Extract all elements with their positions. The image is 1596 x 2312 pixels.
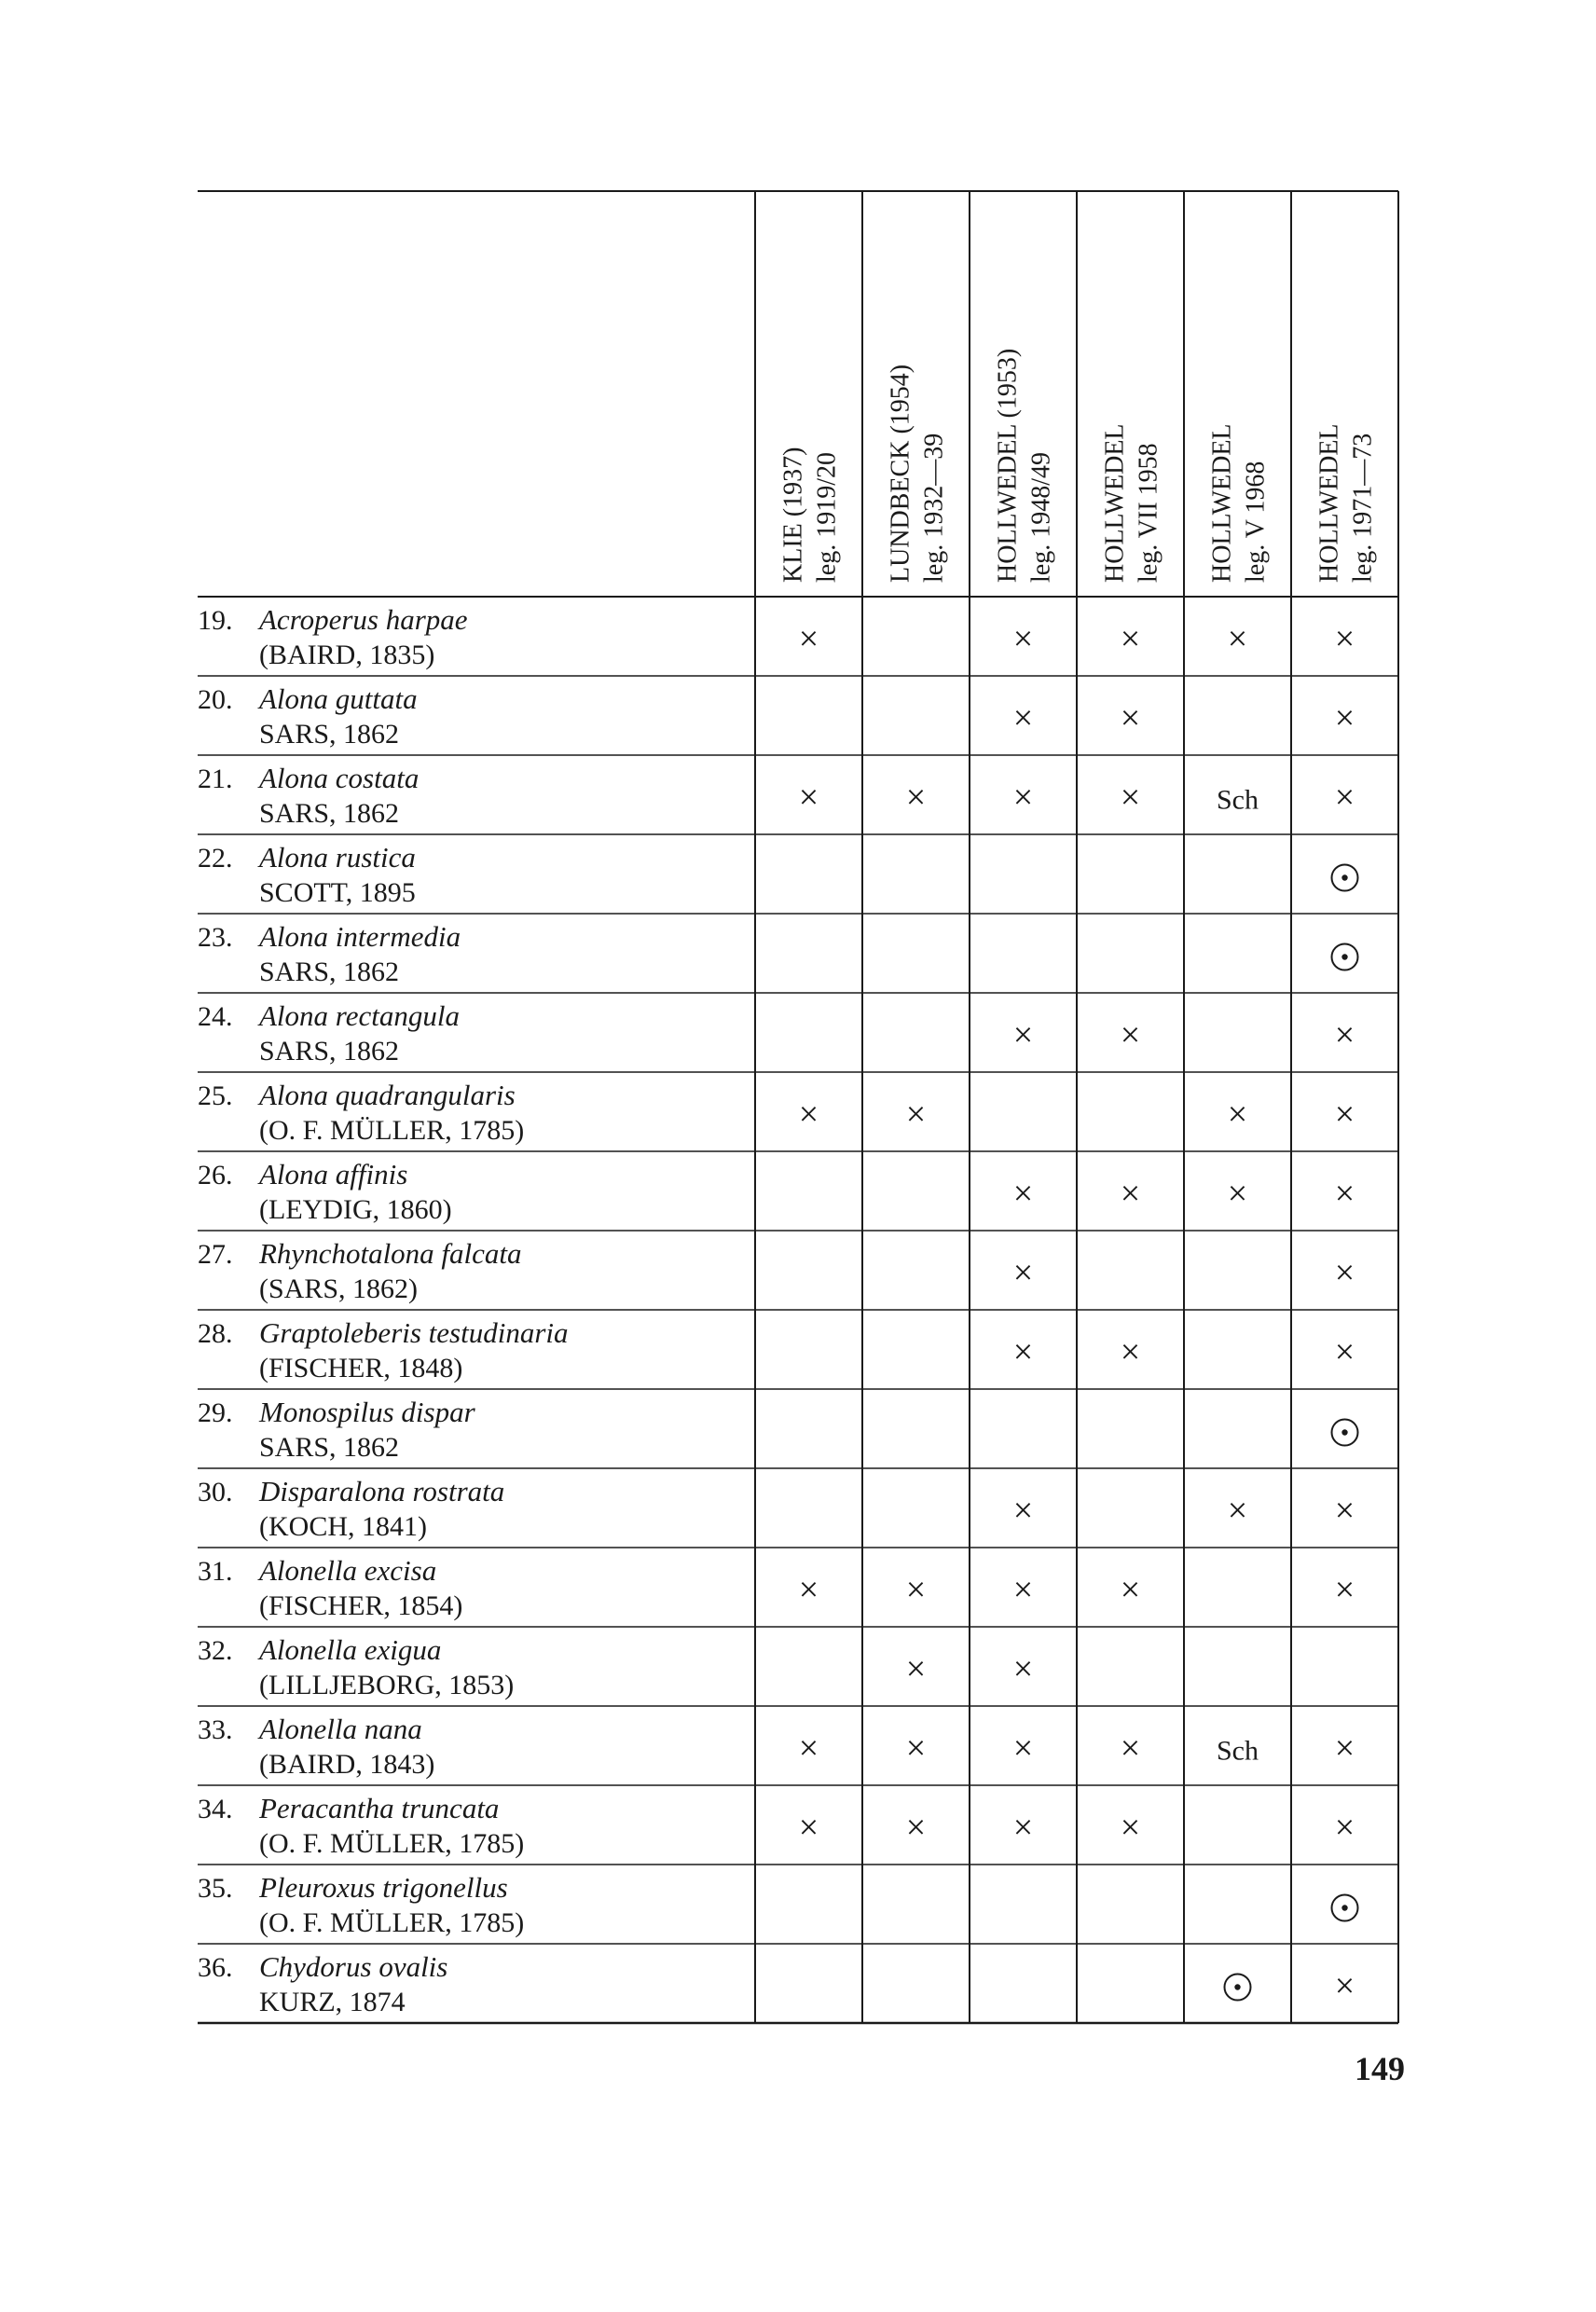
cross-mark: × <box>1334 1808 1355 1848</box>
cross-mark: × <box>1012 1174 1034 1214</box>
table-row <box>198 1633 1033 1700</box>
circle-mark-dot <box>1341 874 1347 880</box>
species-author: (SARS, 1862) <box>259 1273 419 1304</box>
cross-mark: × <box>1334 698 1355 738</box>
species-name: Disparalona rostrata <box>259 1475 505 1507</box>
sch-mark: Sch <box>1217 784 1259 816</box>
circle-mark-dot <box>1341 954 1347 959</box>
species-name: Acroperus harpae <box>259 603 468 636</box>
cross-mark: × <box>1227 1174 1248 1214</box>
column-header-years: leg. V 1968 <box>1241 461 1271 583</box>
column-header-years: leg. 1971—73 <box>1348 433 1378 583</box>
cross-mark: × <box>1012 619 1034 659</box>
cross-mark: × <box>1334 619 1355 659</box>
species-author: (O. F. MÜLLER, 1785) <box>259 1115 525 1146</box>
species-number: 32. <box>198 1635 233 1666</box>
circle-dot-mark <box>1332 865 1358 891</box>
species-name: Alona affinis <box>259 1158 408 1190</box>
cross-mark: × <box>905 1808 927 1848</box>
species-author: SARS, 1862 <box>259 956 400 987</box>
species-number: 19. <box>198 605 233 636</box>
species-name: Alona rectangula <box>259 999 460 1032</box>
species-name: Alona costata <box>259 762 420 794</box>
column-header-years: leg. 1919/20 <box>812 452 842 583</box>
species-number: 25. <box>198 1080 233 1111</box>
cross-mark: × <box>905 778 927 818</box>
species-number: 33. <box>198 1714 233 1745</box>
table-row <box>198 1316 1355 1383</box>
column-header-title: KLIE (1937) <box>778 447 808 583</box>
table-row <box>198 1158 1355 1225</box>
species-author: SCOTT, 1895 <box>259 877 416 908</box>
species-number: 24. <box>198 1001 233 1032</box>
column-header-title: LUNDBECK (1954) <box>886 364 915 583</box>
table-row <box>198 1950 1355 2017</box>
cross-mark: × <box>1120 778 1141 818</box>
column-header-years: leg. 1932—39 <box>919 433 949 583</box>
cross-mark: × <box>1012 778 1034 818</box>
cross-mark: × <box>1334 1094 1355 1135</box>
species-number: 27. <box>198 1239 233 1270</box>
cross-mark: × <box>905 1649 927 1689</box>
species-author: (FISCHER, 1854) <box>259 1590 463 1621</box>
circle-dot-mark <box>1332 1420 1358 1446</box>
circle-dot-mark <box>1332 944 1358 970</box>
species-author: SARS, 1862 <box>259 798 400 829</box>
cross-mark: × <box>1334 1728 1355 1768</box>
cross-mark: × <box>1120 1332 1141 1372</box>
cross-mark: × <box>1120 619 1141 659</box>
cross-mark: × <box>1227 1094 1248 1135</box>
species-name: Pleuroxus trigonellus <box>259 1871 508 1904</box>
species-author: KURZ, 1874 <box>259 1987 406 2017</box>
species-number: 29. <box>198 1397 233 1428</box>
species-author: (LILLJEBORG, 1853) <box>259 1670 515 1700</box>
cross-mark: × <box>1334 1966 1355 2006</box>
table-row <box>198 603 1355 670</box>
cross-mark: × <box>1012 1570 1034 1610</box>
species-name: Peracantha truncata <box>259 1792 500 1824</box>
cross-mark: × <box>1334 1253 1355 1293</box>
species-author: (LEYDIG, 1860) <box>259 1194 452 1225</box>
circle-mark-dot <box>1234 1984 1240 1989</box>
cross-mark: × <box>1012 1332 1034 1372</box>
species-name: Alonella nana <box>259 1713 422 1745</box>
cross-mark: × <box>1012 1649 1034 1689</box>
cross-mark: × <box>1012 1808 1034 1848</box>
circle-mark-dot <box>1341 1905 1347 1910</box>
species-number: 35. <box>198 1873 233 1904</box>
cross-mark: × <box>798 619 819 659</box>
species-author: SARS, 1862 <box>259 1432 400 1463</box>
species-number: 23. <box>198 922 233 953</box>
cross-mark: × <box>798 1570 819 1610</box>
circle-mark-dot <box>1341 1429 1347 1435</box>
species-number: 28. <box>198 1318 233 1349</box>
table-row <box>198 1237 1355 1304</box>
species-name: Rhynchotalona falcata <box>259 1237 522 1270</box>
cross-mark: × <box>1334 778 1355 818</box>
column-headers <box>779 349 1378 583</box>
column-header-title: HOLLWEDEL (1953) <box>993 348 1023 583</box>
species-name: Alonella exigua <box>259 1633 442 1666</box>
cross-mark: × <box>905 1728 927 1768</box>
cross-mark: × <box>1120 1728 1141 1768</box>
cross-mark: × <box>1012 1728 1034 1768</box>
species-number: 34. <box>198 1794 233 1824</box>
species-number: 20. <box>198 684 233 715</box>
species-number: 36. <box>198 1952 233 1983</box>
cross-mark: × <box>1012 698 1034 738</box>
cross-mark: × <box>1120 1808 1141 1848</box>
cross-mark: × <box>1012 1253 1034 1293</box>
table-row <box>198 999 1355 1067</box>
cross-mark: × <box>798 1094 819 1135</box>
species-name: Alona intermedia <box>259 920 461 953</box>
cross-mark: × <box>1334 1570 1355 1610</box>
cross-mark: × <box>798 778 819 818</box>
species-author: (KOCH, 1841) <box>259 1511 427 1542</box>
species-author: (O. F. MÜLLER, 1785) <box>259 1907 525 1938</box>
species-name: Alonella excisa <box>259 1554 437 1587</box>
cross-mark: × <box>1012 1491 1034 1531</box>
circle-dot-mark <box>1225 1975 1251 2001</box>
column-header-title: HOLLWEDEL <box>1314 423 1344 583</box>
species-name: Monospilus dispar <box>259 1396 475 1428</box>
column-header-years: leg. 1948/49 <box>1026 452 1056 583</box>
cross-mark: × <box>1120 1174 1141 1214</box>
table-row <box>198 1554 1355 1621</box>
species-author: (FISCHER, 1848) <box>259 1353 463 1383</box>
column-header-title: HOLLWEDEL <box>1207 423 1237 583</box>
table-row <box>198 1475 1355 1542</box>
cross-mark: × <box>1120 1015 1141 1055</box>
species-author: SARS, 1862 <box>259 719 400 750</box>
sch-mark: Sch <box>1217 1735 1259 1767</box>
cross-mark: × <box>1120 1570 1141 1610</box>
species-name: Alona quadrangularis <box>259 1079 516 1111</box>
column-header-title: HOLLWEDEL <box>1100 423 1130 583</box>
cross-mark: × <box>798 1808 819 1848</box>
table-row <box>198 682 1355 750</box>
cross-mark: × <box>798 1728 819 1768</box>
species-author: (BAIRD, 1843) <box>259 1749 435 1780</box>
table-row <box>198 762 1355 829</box>
species-name: Chydorus ovalis <box>259 1950 448 1983</box>
cross-mark: × <box>1334 1491 1355 1531</box>
table-row <box>198 1713 1355 1780</box>
cross-mark: × <box>1227 1491 1248 1531</box>
species-author: (BAIRD, 1835) <box>259 640 435 670</box>
species-number: 22. <box>198 843 233 874</box>
cross-mark: × <box>1227 619 1248 659</box>
table-row <box>198 1792 1355 1859</box>
species-author: SARS, 1862 <box>259 1036 400 1067</box>
species-author: (O. F. MÜLLER, 1785) <box>259 1828 525 1859</box>
cross-mark: × <box>905 1094 927 1135</box>
page-number: 149 <box>1355 2050 1405 2087</box>
species-number: 30. <box>198 1477 233 1507</box>
circle-dot-mark <box>1332 1895 1358 1921</box>
species-number: 21. <box>198 764 233 794</box>
cross-mark: × <box>1012 1015 1034 1055</box>
cross-mark: × <box>1334 1015 1355 1055</box>
cross-mark: × <box>1120 698 1141 738</box>
species-name: Alona guttata <box>259 682 418 715</box>
column-header-years: leg. VII 1958 <box>1134 443 1163 583</box>
species-name: Graptoleberis testudinaria <box>259 1316 569 1349</box>
table-row <box>198 1079 1355 1146</box>
cross-mark: × <box>905 1570 927 1610</box>
species-number: 26. <box>198 1160 233 1190</box>
species-name: Alona rustica <box>259 841 416 874</box>
species-number: 31. <box>198 1556 233 1587</box>
cross-mark: × <box>1334 1332 1355 1372</box>
cross-mark: × <box>1334 1174 1355 1214</box>
